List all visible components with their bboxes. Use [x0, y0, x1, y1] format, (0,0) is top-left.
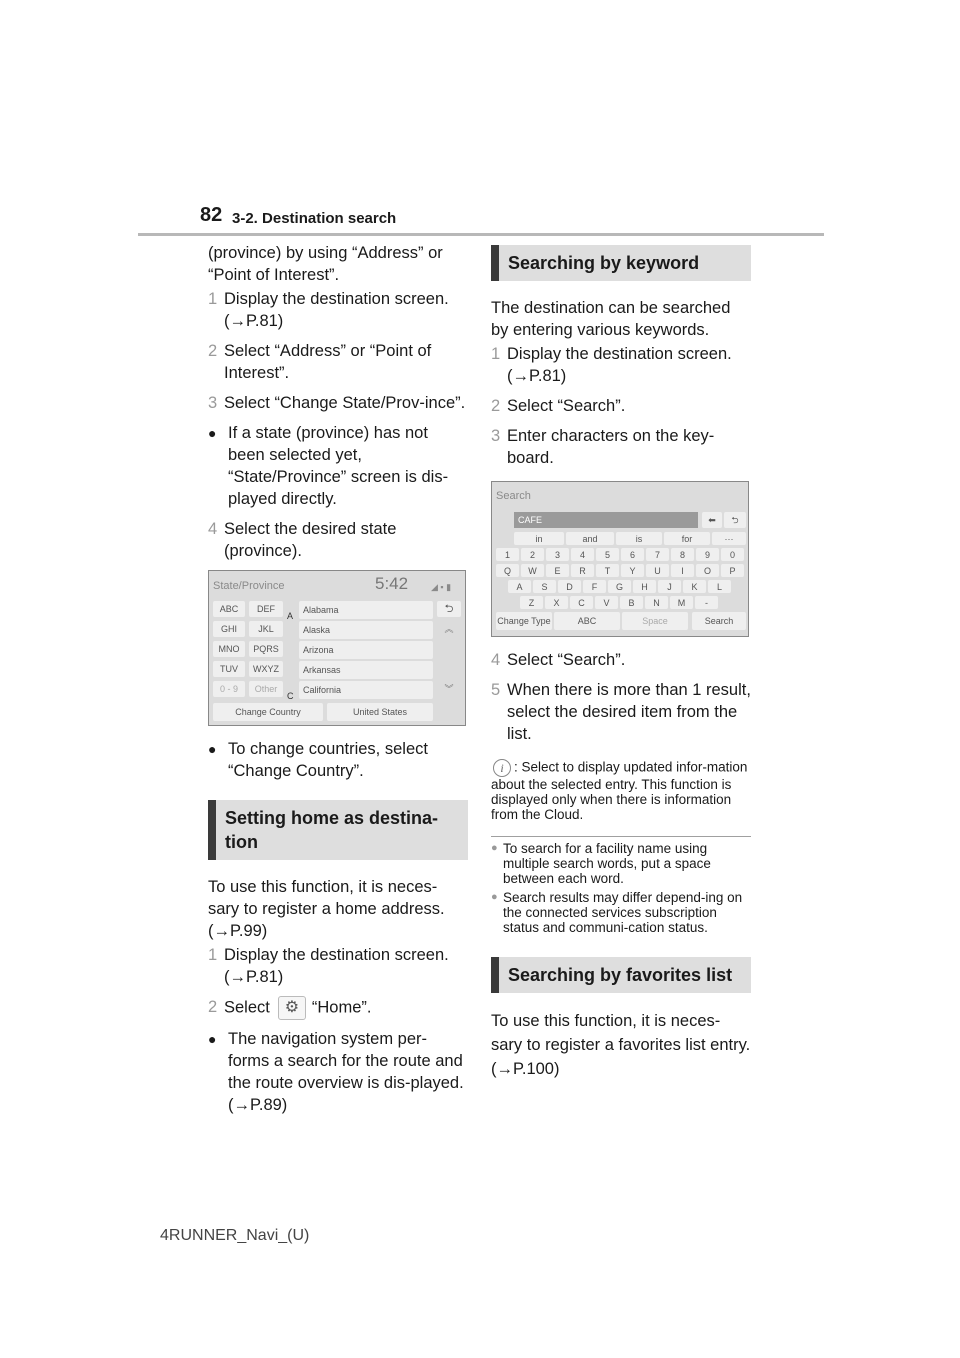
state-label: Arkansas: [303, 665, 341, 675]
keyboard-key[interactable]: 2: [521, 548, 544, 561]
info-note: [491, 759, 751, 822]
abc-button[interactable]: ABC: [554, 612, 620, 630]
step-text: Select “Change State/Prov-ince”.: [224, 394, 466, 412]
keyboard-key[interactable]: F: [583, 580, 606, 593]
space-button[interactable]: Space: [622, 612, 688, 630]
step-text: Display the destination screen. (→P.81): [224, 946, 449, 986]
footer-model: 4RUNNER_Navi_(U): [160, 1227, 310, 1244]
search-button[interactable]: Search: [692, 612, 746, 630]
info-icon: i: [493, 759, 511, 777]
change-country-button[interactable]: Change Country: [213, 703, 323, 721]
keyboard-key[interactable]: H: [633, 580, 656, 593]
keyboard-key[interactable]: -: [695, 596, 718, 609]
keyboard-key[interactable]: Y: [621, 564, 644, 577]
index-letter: C: [287, 691, 294, 701]
state-label: Arizona: [303, 645, 334, 655]
keyboard-key[interactable]: 6: [621, 548, 644, 561]
step-text: Enter characters on the key-board.: [507, 427, 715, 467]
group-button[interactable]: GHI: [213, 621, 245, 637]
bullet-item: [208, 738, 468, 782]
state-province-screenshot: [208, 570, 466, 726]
note-item: [491, 890, 751, 935]
group-button[interactable]: ABC: [213, 601, 245, 617]
keyboard-key[interactable]: G: [608, 580, 631, 593]
step-text: Display the destination screen. (→P.81): [224, 290, 449, 330]
keyboard-key[interactable]: 7: [646, 548, 669, 561]
step: [208, 392, 468, 414]
keyboard-key[interactable]: S: [533, 580, 556, 593]
suggestion-button[interactable]: in: [514, 532, 564, 545]
keyboard-key[interactable]: U: [646, 564, 669, 577]
note-dot-icon: ●: [491, 891, 498, 903]
home-intro: To use this function, it is neces-sary to register a home address. (→P.99): [208, 878, 445, 940]
keyboard-key[interactable]: Q: [496, 564, 519, 577]
more-suggestions-button[interactable]: ···: [712, 532, 746, 545]
keyboard-key[interactable]: Z: [520, 596, 543, 609]
group-button[interactable]: DEF: [249, 601, 283, 617]
state-label: California: [303, 685, 342, 695]
index-letter: A: [287, 611, 294, 621]
keyboard-key[interactable]: 1: [496, 548, 519, 561]
keyboard-key[interactable]: W: [521, 564, 544, 577]
group-button[interactable]: 0 - 9: [213, 681, 245, 697]
bullet-item: [208, 1028, 468, 1116]
keyboard-key[interactable]: D: [558, 580, 581, 593]
keyboard-key[interactable]: C: [570, 596, 593, 609]
step: [208, 340, 468, 384]
step-number: 1: [208, 946, 218, 964]
back-icon[interactable]: ⮌: [724, 512, 746, 528]
suggestion-button[interactable]: for: [664, 532, 710, 545]
step: [208, 518, 468, 562]
info-note-text: : Select to display updated infor-mation about the selected entry. This function is displayed only when there is information from the Cloud.: [491, 759, 748, 822]
step-home-suffix: “Home”.: [311, 998, 372, 1017]
group-button[interactable]: WXYZ: [249, 661, 283, 677]
suggestion-button[interactable]: and: [566, 532, 614, 545]
heading-favorites: Searching by favorites list: [491, 957, 751, 993]
step-number: 1: [208, 290, 218, 308]
group-button[interactable]: JKL: [249, 621, 283, 637]
screen-title: Search: [496, 490, 531, 502]
search-input[interactable]: CAFE: [514, 512, 698, 528]
page-number: 82: [200, 204, 223, 226]
keyboard-key[interactable]: K: [683, 580, 706, 593]
keyboard-key[interactable]: 9: [696, 548, 719, 561]
step: [491, 649, 751, 671]
keyboard-key[interactable]: R: [571, 564, 594, 577]
bullet-text: If a state (province) has not been selected yet, “State/Province” screen is dis-played directly.: [228, 424, 449, 508]
keyboard-key[interactable]: 5: [596, 548, 619, 561]
step-text: Select “Search”.: [507, 651, 626, 669]
backspace-icon[interactable]: ⬅: [702, 512, 722, 528]
state-label: Alaska: [303, 625, 331, 635]
group-button[interactable]: Other: [249, 681, 283, 697]
step: [491, 343, 751, 387]
country-button[interactable]: United States: [327, 703, 433, 721]
keyboard-key[interactable]: O: [696, 564, 719, 577]
screen-clock: 5:42: [375, 574, 409, 593]
suggestion-button[interactable]: is: [616, 532, 662, 545]
step-number: 3: [208, 394, 218, 412]
state-item[interactable]: [299, 621, 433, 639]
step-number: 5: [491, 681, 501, 699]
step: [491, 395, 751, 417]
state-item[interactable]: [299, 641, 433, 659]
step-text: Select “Address” or “Point of Interest”.: [224, 342, 432, 382]
heading-keyword: Searching by keyword: [491, 245, 751, 281]
keyboard-key[interactable]: B: [620, 596, 643, 609]
step-number: 2: [208, 998, 218, 1016]
step: [491, 679, 751, 745]
scroll-down-icon[interactable]: ︾: [444, 684, 454, 694]
bullet-dot-icon: ●: [208, 425, 217, 441]
note-dot-icon: ●: [491, 842, 498, 854]
keyboard-key[interactable]: 8: [671, 548, 694, 561]
note-text: To search for a facility name using multiple search words, put a space between each word.: [503, 841, 711, 886]
bullet-item: [208, 422, 468, 510]
keyboard-key[interactable]: A: [508, 580, 531, 593]
step-number: 1: [491, 345, 501, 363]
bullet-text: To change countries, select “Change Country”.: [228, 740, 428, 780]
step: [208, 996, 468, 1020]
right-column: [491, 245, 751, 1083]
step-number: 2: [491, 397, 501, 415]
step-number: 2: [208, 342, 218, 360]
group-button[interactable]: TUV: [213, 661, 245, 677]
section-title: 3-2. Destination search: [232, 210, 397, 227]
keyboard-key[interactable]: P: [721, 564, 744, 577]
keyboard-key[interactable]: 4: [571, 548, 594, 561]
keyboard-key[interactable]: J: [658, 580, 681, 593]
heading-setting-home: Setting home as destina-tion: [208, 800, 468, 860]
state-item[interactable]: [299, 601, 433, 619]
bullet-text: The navigation system per-forms a search for the route and the route overview is dis-played. (→P.89): [228, 1030, 464, 1114]
keyboard-key[interactable]: T: [596, 564, 619, 577]
state-item[interactable]: [299, 661, 433, 679]
note-item: [491, 841, 751, 886]
group-button[interactable]: MNO: [213, 641, 245, 657]
state-item[interactable]: [299, 681, 433, 699]
step-number: 4: [208, 520, 218, 538]
step-number: 3: [491, 427, 501, 445]
left-column: [208, 242, 468, 1124]
step-home-prefix: Select: [224, 998, 270, 1017]
change-type-button[interactable]: Change Type: [496, 612, 552, 630]
keyboard-key[interactable]: X: [545, 596, 568, 609]
keyboard-key[interactable]: M: [670, 596, 693, 609]
keyword-intro: The destination can be searched by entering various keywords.: [491, 299, 731, 339]
group-button[interactable]: PQRS: [249, 641, 283, 657]
keyboard-key[interactable]: E: [546, 564, 569, 577]
bullet-dot-icon: ●: [208, 1031, 217, 1047]
step-text: Select “Search”.: [507, 397, 626, 415]
keyboard-key[interactable]: N: [645, 596, 668, 609]
header-rule: [138, 233, 824, 236]
step: [208, 944, 468, 988]
back-icon[interactable]: ⮌: [437, 601, 461, 617]
screen-title: State/Province: [213, 580, 285, 592]
keyboard-key[interactable]: V: [595, 596, 618, 609]
intro-text: (province) by using “Address” or “Point of Interest”.: [208, 244, 443, 284]
state-label: Alabama: [303, 605, 339, 615]
scroll-up-icon[interactable]: ︽: [444, 624, 454, 634]
step-text: Display the destination screen. (→P.81): [507, 345, 732, 385]
signal-icon: ◢ ▪ ▮: [431, 582, 452, 592]
search-keyboard-screenshot: [491, 481, 749, 637]
step-text: [224, 996, 468, 1020]
favorites-intro: To use this function, it is neces-sary to register a favorites list entry. (→P.100): [491, 1012, 751, 1078]
destination-gear-icon: ⚙: [278, 996, 306, 1020]
keyboard-key[interactable]: I: [671, 564, 694, 577]
keyboard-key[interactable]: 3: [546, 548, 569, 561]
step-text: When there is more than 1 result, select the desired item from the list.: [507, 681, 751, 743]
notes-divider: [491, 836, 751, 837]
step: [491, 425, 751, 469]
keyboard-key[interactable]: 0: [721, 548, 744, 561]
step-text: Select the desired state (province).: [224, 520, 397, 560]
bullet-dot-icon: ●: [208, 741, 217, 757]
step-number: 4: [491, 651, 501, 669]
keyboard-key[interactable]: L: [708, 580, 731, 593]
note-text: Search results may differ depend-ing on the connected services subscription status and communi-cation status.: [503, 890, 743, 935]
step: [208, 288, 468, 332]
